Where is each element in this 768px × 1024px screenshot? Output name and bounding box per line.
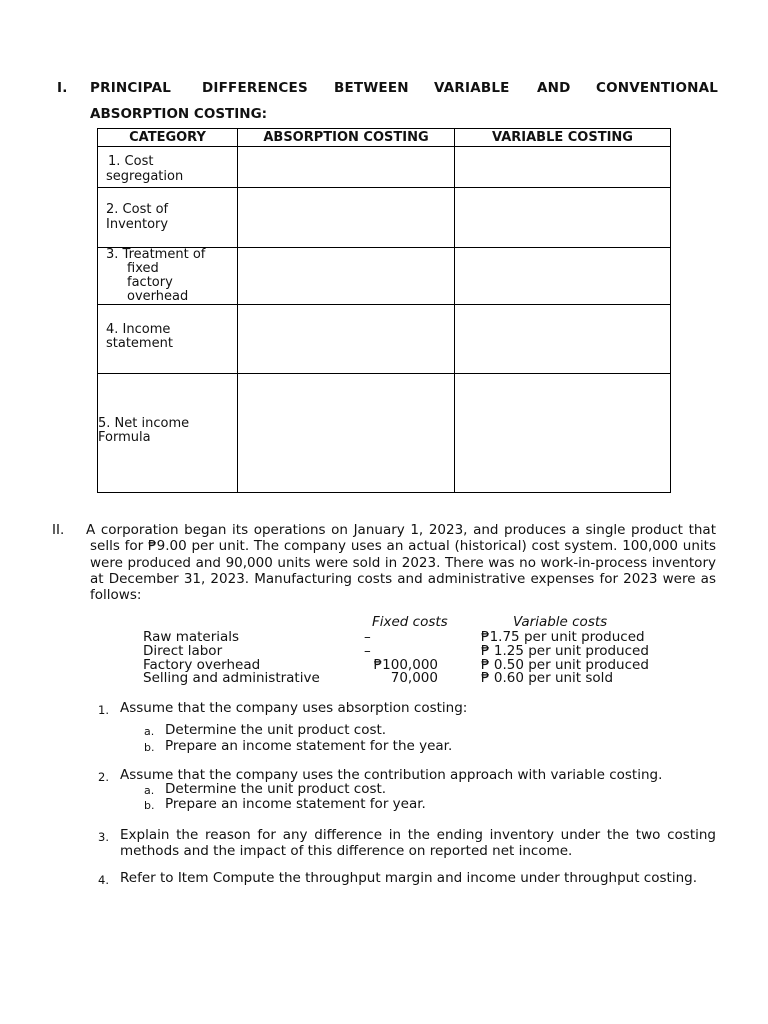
sub-item-text: Determine the unit product cost. [165, 781, 387, 797]
category-line: Inventory [106, 217, 169, 232]
cost-variable: ₱1.75 per unit produced [481, 629, 645, 645]
sub-item-letter: a. [144, 725, 155, 738]
sub-item-letter: b. [144, 799, 155, 812]
cost-fixed: ₱100,000 [373, 657, 438, 673]
table-row [98, 374, 671, 493]
header-category: CATEGORY [98, 129, 238, 147]
table-row [98, 188, 671, 248]
sub-item-text: Prepare an income statement for year. [165, 796, 426, 812]
variable-cell [455, 248, 671, 305]
category-line: 3. Treatment of [106, 247, 206, 262]
cost-variable: ₱ 0.60 per unit sold [481, 670, 614, 686]
category-cell [98, 374, 238, 493]
sub-item-letter: b. [144, 741, 155, 754]
paragraph-line: sells for ₱9.00 per unit. The company uses an actual (historical) cost system. 100,000 units [90, 538, 716, 555]
cost-fixed: 70,000 [390, 670, 438, 686]
question-number: 4. [98, 873, 109, 887]
category-line: Formula [98, 430, 151, 445]
variable-costs-header: Variable costs [513, 614, 608, 630]
section-2-paragraph [86, 522, 716, 603]
cost-fixed: – [364, 643, 371, 659]
cost-item: Selling and administrative [143, 670, 320, 686]
header-variable-costing: VARIABLE COSTING [455, 129, 671, 147]
section-2-number: II. [52, 522, 65, 538]
cost-item: Factory overhead [143, 657, 261, 673]
comparison-table [97, 128, 671, 493]
question-text [120, 827, 716, 859]
question-line: methods and the impact of this difference on reported net income. [120, 843, 573, 859]
question-number: 1. [98, 703, 109, 717]
fixed-costs-header: Fixed costs [372, 614, 448, 630]
variable-cell [455, 188, 671, 248]
absorption-cell [238, 248, 455, 305]
paragraph-line: A corporation began its operations on January 1, 2023, and produces a single product that [86, 522, 716, 538]
absorption-cell [238, 305, 455, 374]
cost-item: Direct labor [143, 643, 223, 659]
category-cell [98, 248, 238, 305]
section-1-heading-line2: ABSORPTION COSTING: [90, 106, 268, 122]
category-line: statement [106, 336, 173, 351]
paragraph-line: were produced and 90,000 units were sold in 2023. There was no work-in-process inventory [90, 554, 716, 571]
heading-word: BETWEEN [334, 80, 409, 96]
category-line: overhead [127, 289, 189, 304]
question-text: Refer to Item Compute the throughput margin and income under throughput costing. [120, 870, 697, 886]
paragraph-line: follows: [90, 587, 142, 604]
heading-word: CONVENTIONAL [596, 80, 719, 96]
absorption-cell [238, 374, 455, 493]
heading-word: PRINCIPAL [90, 80, 172, 96]
sub-item-letter: a. [144, 784, 155, 797]
category-line: segregation [106, 169, 184, 184]
question-text: Assume that the company uses absorption costing: [120, 700, 468, 716]
table-row [98, 305, 671, 374]
table-header-row [98, 129, 671, 147]
category-line: fixed [127, 261, 159, 276]
question-number: 3. [98, 830, 109, 844]
heading-word: AND [537, 80, 571, 96]
sub-item-text: Determine the unit product cost. [165, 722, 387, 738]
section-1-number: I. [57, 80, 68, 96]
variable-cell [455, 374, 671, 493]
absorption-cell [238, 147, 455, 188]
paragraph-line: at December 31, 2023. Manufacturing costs and administrative expenses for 2023 were as [90, 570, 716, 587]
question-number: 2. [98, 770, 109, 784]
variable-cell [455, 147, 671, 188]
cost-item: Raw materials [143, 629, 240, 645]
category-cell [98, 147, 238, 188]
category-line: 4. Income [106, 322, 171, 337]
cost-variable: ₱ 1.25 per unit produced [481, 643, 649, 659]
category-line: 1. Cost [108, 154, 154, 169]
table-row [98, 248, 671, 305]
category-cell [98, 188, 238, 248]
heading-word: VARIABLE [434, 80, 510, 96]
header-absorption-costing: ABSORPTION COSTING [238, 129, 455, 147]
category-line: factory [127, 275, 173, 290]
heading-word: DIFFERENCES [202, 80, 308, 96]
sub-item-text: Prepare an income statement for the year. [165, 738, 453, 754]
question-text: Assume that the company uses the contribution approach with variable costing. [120, 767, 663, 783]
category-line: 2. Cost of [106, 202, 169, 217]
absorption-cell [238, 188, 455, 248]
table-row [98, 147, 671, 188]
category-line: 5. Net income [98, 416, 190, 431]
category-cell [98, 305, 238, 374]
cost-fixed: – [364, 629, 371, 645]
variable-cell [455, 305, 671, 374]
question-line: Explain the reason for any difference in the ending inventory under the two costing [120, 827, 716, 843]
cost-variable: ₱ 0.50 per unit produced [481, 657, 649, 673]
